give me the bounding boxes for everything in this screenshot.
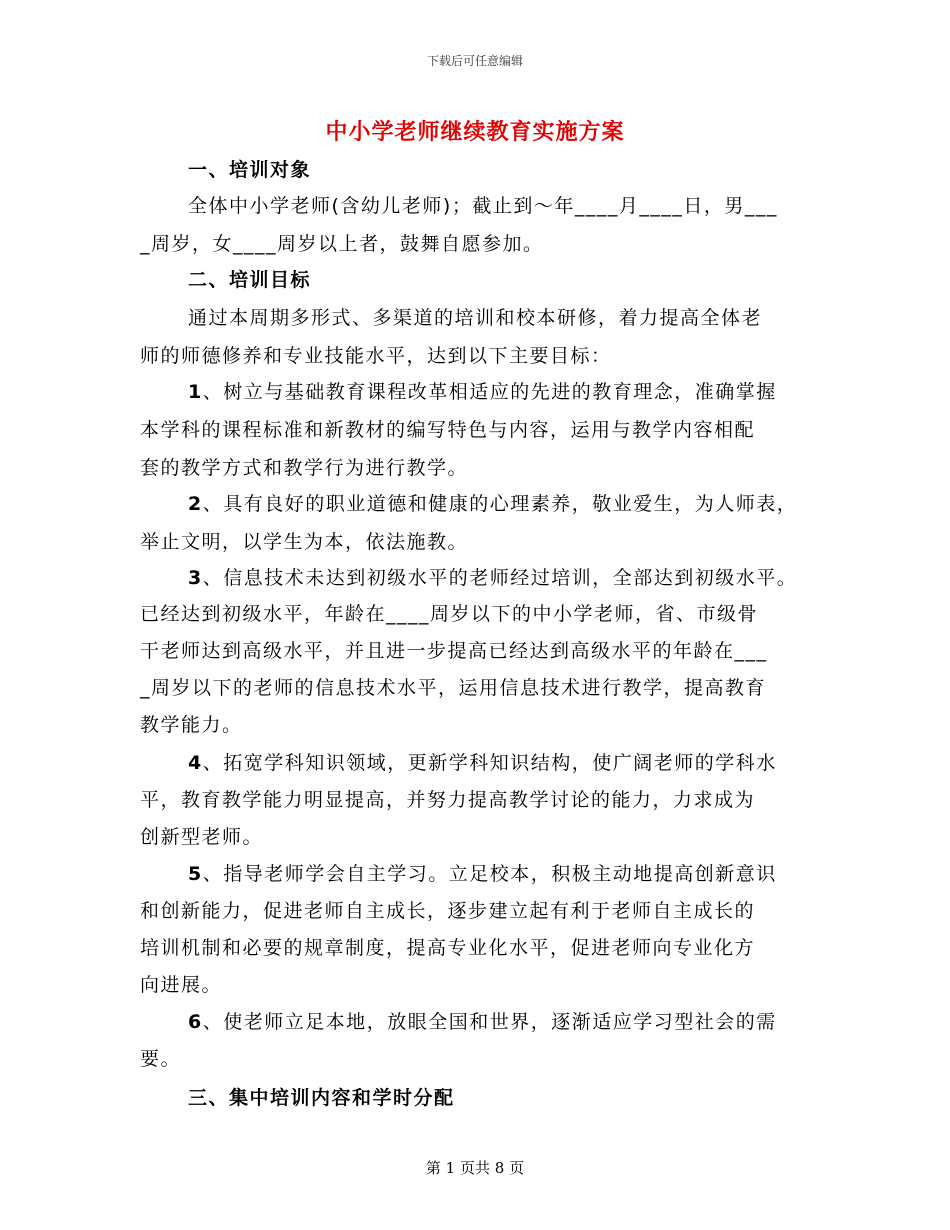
item-number: 1 [188, 381, 203, 403]
item-number: 3 [188, 567, 203, 589]
item-text: 、具有良好的职业道德和健康的心理素养，敬业爱生，为人师表， [202, 493, 798, 515]
item-number: 4 [188, 752, 203, 774]
paragraph-line: 通过本周期多形式、多渠道的培训和校本研修，着力提高全体老 [188, 307, 763, 329]
item-number: 6 [188, 1011, 203, 1033]
paragraph-line: 培训机制和必要的规章制度，提高专业化水平，促进老师向专业化方 [140, 937, 756, 959]
paragraph-line: 举止文明，以学生为本，依法施教。 [140, 531, 469, 553]
item-number: 5 [188, 863, 203, 885]
page-number: 第 1 页共 8 页 [425, 1159, 525, 1177]
section-heading-3: 三、集中培训内容和学时分配 [188, 1087, 455, 1109]
item-text: 、指导老师学会自主学习。立足校本，积极主动地提高创新意识 [202, 863, 777, 885]
item-text: 、树立与基础教育课程改革相适应的先进的教育理念，准确掌握 [202, 381, 777, 403]
paragraph-line: 已经达到初级水平，年龄在____周岁以下的中小学老师，省、市级骨 [140, 603, 759, 625]
list-item-1 [188, 379, 777, 405]
list-item-5 [188, 861, 777, 887]
paragraph-line: 和创新能力，促进老师自主成长，逐步建立起有利于老师自主成长的 [140, 900, 756, 922]
paragraph-line: 全体中小学老师(含幼儿老师)；截止到～年____月____日，男___ [188, 195, 778, 217]
paragraph-line: 向进展。 [140, 974, 223, 996]
list-item-6 [188, 1009, 777, 1035]
paragraph-line: 平，教育教学能力明显提高，并努力提高教学讨论的能力，力求成为 [140, 789, 756, 811]
list-item-2 [188, 491, 797, 517]
paragraph-line: 师的师德修养和专业技能水平，达到以下主要目标： [140, 345, 612, 367]
list-item-4 [188, 750, 777, 776]
list-item-3 [188, 565, 797, 591]
paragraph-line: 本学科的课程标准和新教材的编写特色与内容，运用与教学内容相配 [140, 419, 756, 441]
paragraph-line: 创新型老师。 [140, 826, 264, 848]
paragraph-line: 套的教学方式和教学行为进行教学。 [140, 457, 469, 479]
header-note: 下载后可任意编辑 [426, 54, 523, 68]
section-heading-2: 二、培训目标 [188, 269, 312, 291]
paragraph-line: 教学能力。 [140, 714, 243, 736]
item-text: 、使老师立足本地，放眼全国和世界，逐渐适应学习型社会的需 [202, 1011, 777, 1033]
paragraph-line: 要。 [140, 1048, 182, 1070]
item-number: 2 [188, 493, 203, 515]
section-heading-1: 一、培训对象 [188, 159, 312, 181]
paragraph-line: 干老师达到高级水平，并且进一步提高已经达到高级水平的年龄在___ [140, 640, 768, 662]
item-text: 、信息技术未达到初级水平的老师经过培训，全部达到初级水平。 [202, 567, 798, 589]
document-title: 中小学老师继续教育实施方案 [325, 120, 625, 145]
paragraph-line: _周岁以下的老师的信息技术水平，运用信息技术进行教学，提高教育 [140, 677, 767, 699]
paragraph-line: _周岁，女____周岁以上者，鼓舞自愿参加。 [140, 233, 544, 255]
item-text: 、拓宽学科知识领域，更新学科知识结构，使广阔老师的学科水 [202, 752, 777, 774]
